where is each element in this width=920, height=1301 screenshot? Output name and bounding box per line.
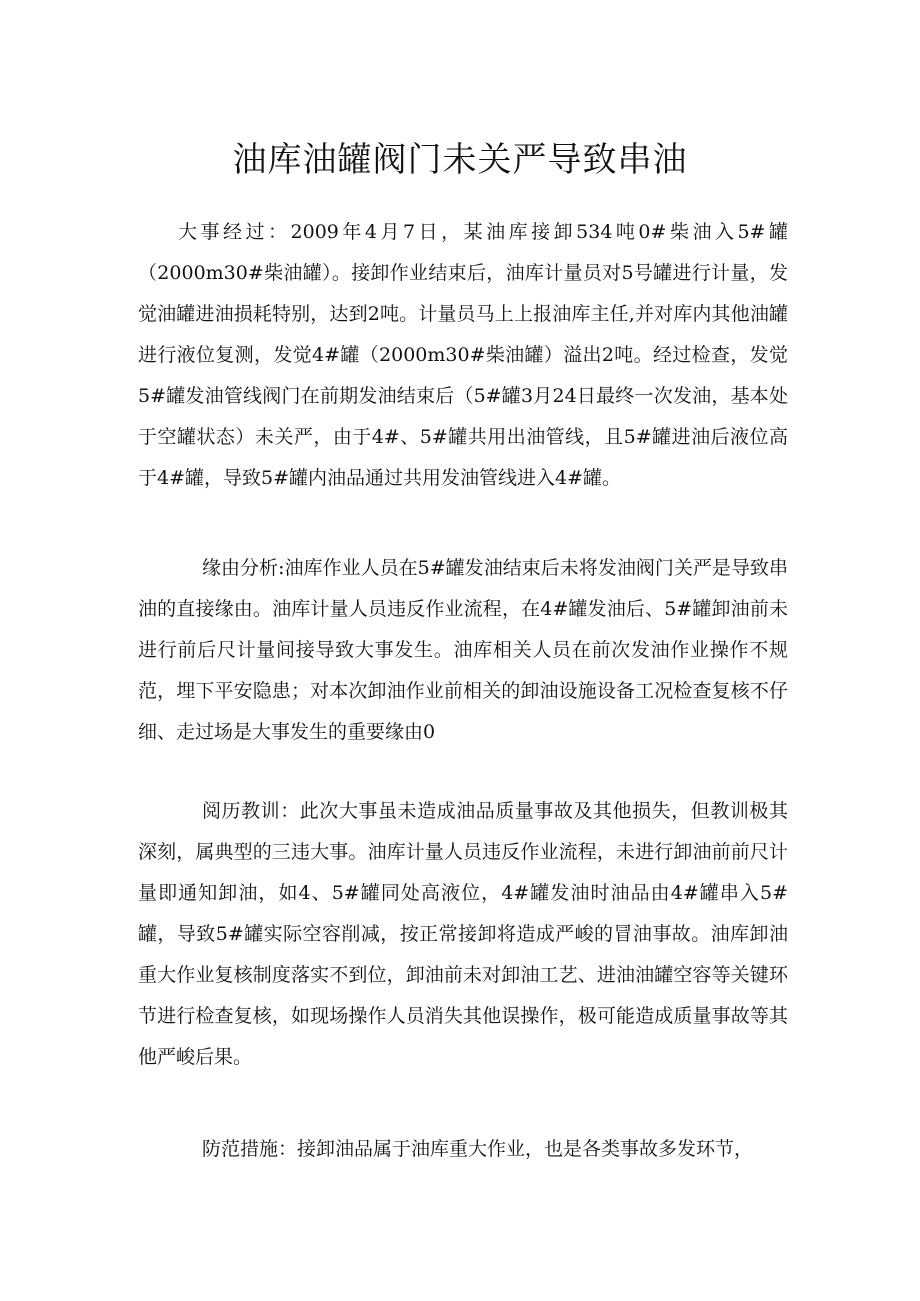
paragraph-preventive-measures: 防范措施：接卸油品属于油库重大作业，也是各类事故多发环节，: [202, 1138, 754, 1160]
paragraph-lessons: 阅历教训：此次大事虽未造成油品质量事故及其他损失，但教训极其深刻，属典型的三违大事。油库计量人员违反作业流程，未进行卸油前前尺计量即通知卸油，如4、5#罐同处高液位，4#罐发油时油品由4#罐串入5#罐，导致5#罐实际空容削减，按正常接卸将造成严峻的冒油事故。油库卸油重大作业复核制度落实不到位，卸油前未对卸油工艺、进油油罐空容等关键环节进行检查复核，如现场操作人员消失其他误操作，极可能造成质量事故等其他严峻后果。: [138, 800, 788, 1068]
paragraph-incident: 大事经过：2009年4月7日，某油库接卸534吨0#柴油入5#罐（2000m30#柴油罐）。接卸作业结束后，油库计量员对5号罐进行计量，发觉油罐进油损耗特别，达到2吨。计量员马上上报油库主任,并对库内其他油罐进行液位复测，发觉4#罐（2000m30#柴油罐）溢出2吨。经过检查，发觉5#罐发油管线阀门在前期发油结束后（5#罐3月24日最终一次发油，基本处于空罐状态）未关严，由于4#、5#罐共用出油管线，且5#罐进油后液位高于4#罐，导致5#罐内油品通过共用发油管线进入4#罐。: [138, 221, 788, 489]
paragraph-cause-analysis: 缘由分析:油库作业人员在5#罐发油结束后未将发油阀门关严是导致串油的直接缘由。油库计量人员违反作业流程，在4#罐发油后、5#罐卸油前未进行前后尺计量间接导致大事发生。油库相关人员在前次发油作业操作不规范，埋下平安隐患；对本次卸油作业前相关的卸油设施设备工况检查复核不仔细、走过场是大事发生的重要缘由0: [138, 557, 788, 743]
document-title: 油库油罐阀门未关严导致串油: [232, 140, 688, 180]
